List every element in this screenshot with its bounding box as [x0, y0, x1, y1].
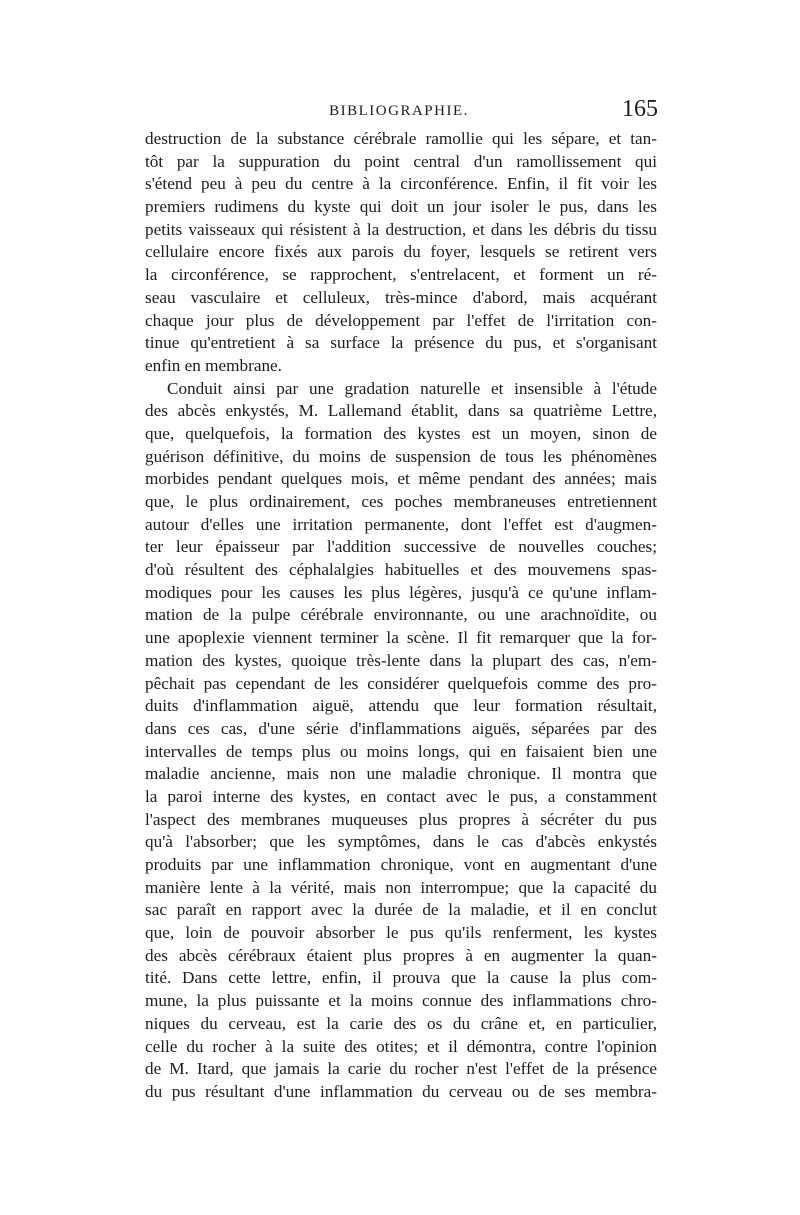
text-line: duits d'inflammation aiguë, attendu que leur formation résultait, [145, 696, 657, 716]
text-line: chaque jour plus de développement par l'effet de l'irritation con- [145, 310, 657, 330]
text-line: seau vasculaire et celluleux, très-mince d'abord, mais acquérant [145, 287, 657, 307]
text-line: tôt par la suppuration du point central d'un ramollissement qui [145, 151, 657, 171]
text-line: tinue qu'entretient à sa surface la présence du pus, et s'organisant [145, 333, 657, 353]
text-line: cellulaire encore fixés aux parois du foyer, lesquels se retirent vers [145, 242, 657, 262]
text-line: une apoplexie viennent terminer la scène. Il fit remarquer que la for- [145, 628, 657, 648]
running-head [140, 96, 658, 124]
text-line: produits par une inflammation chronique, vont en augmentant d'une [145, 855, 657, 874]
text-line: dans ces cas, d'une série d'inflammations aiguës, séparées par des [145, 718, 657, 738]
text-line: mune, la plus puissante et la moins connue des inflammations chro- [145, 991, 657, 1011]
text-line: manière lente à la vérité, mais non interrompue; que la capacité du [145, 877, 657, 897]
text-line: modiques pour les causes les plus légères, jusqu'à ce qu'une inflam- [145, 582, 657, 602]
text-line: qu'à l'absorber; que les symptômes, dans le cas d'abcès enkystés [145, 832, 657, 852]
text-line: des abcès cérébraux étaient plus propres à en augmenter la quan- [145, 945, 657, 965]
running-title: BIBLIOGRAPHIE. [329, 103, 469, 119]
text-line: des abcès enkystés, M. Lallemand établit, dans sa quatrième Lettre, [145, 401, 657, 421]
paragraph-start-line: Conduit ainsi par une gradation naturelle et insensible à l'étude [167, 378, 657, 398]
text-line: pêchait pas cependant de les considérer quelquefois comme des pro- [145, 673, 657, 693]
text-line: intervalles de temps plus ou moins longs, qui en faisaient bien une [145, 741, 657, 761]
text-line: petits vaisseaux qui résistent à la destruction, et dans les débris du tissu [145, 219, 657, 239]
text-line: maladie ancienne, mais non une maladie chronique. Il montra que [145, 764, 657, 784]
text-line: que, le plus ordinairement, ces poches membraneuses entretiennent [145, 492, 657, 511]
text-line: que, loin de pouvoir absorber le pus qu'ils renferment, les kystes [145, 923, 657, 943]
text-line: mation de la pulpe cérébrale environnante, ou une arachnoïdite, ou [145, 605, 657, 625]
text-line: destruction de la substance cérébrale ramollie qui les sépare, et tan- [145, 129, 657, 148]
text-line: la circonférence, se rapprochent, s'entrelacent, et forment un ré- [145, 265, 657, 285]
text-line: autour d'elles une irritation permanente, dont l'effet est d'augmen- [145, 514, 657, 534]
paragraph-end-line: enfin en membrane. [145, 355, 282, 375]
text-line: premiers rudimens du kyste qui doit un jour isoler le pus, dans les [145, 197, 657, 217]
text-line: d'où résultent des céphalalgies habituelles et des mouvemens spas- [145, 560, 657, 580]
text-line: ter leur épaisseur par l'addition successive de nouvelles couches; [145, 537, 657, 557]
text-line: de M. Itard, que jamais la carie du rocher n'est l'effet de la présence [145, 1059, 657, 1079]
text-line: morbides pendant quelques mois, et même pendant des années; mais [145, 469, 657, 489]
text-line: tité. Dans cette lettre, enfin, il prouva que la cause la plus com- [145, 968, 657, 988]
page-number: 165 [622, 96, 658, 122]
text-line: niques du cerveau, est la carie des os du crâne et, en particulier, [145, 1013, 657, 1033]
text-line: guérison définitive, du moins de suspension de tous les phénomènes [145, 446, 657, 466]
text-line: que, quelquefois, la formation des kystes est un moyen, sinon de [145, 423, 657, 443]
text-line: s'étend peu à peu du centre à la circonférence. Enfin, il fit voir les [145, 174, 657, 194]
text-line: l'aspect des membranes muqueuses plus propres à sécréter du pus [145, 809, 657, 829]
text-line: mation des kystes, quoique très-lente dans la plupart des cas, n'em- [145, 650, 657, 670]
text-line: sac paraît en rapport avec la durée de la maladie, et il en conclut [145, 900, 657, 920]
text-line: la paroi interne des kystes, en contact avec le pus, a constamment [145, 786, 657, 806]
text-line: celle du rocher à la suite des otites; et il démontra, contre l'opinion [145, 1036, 657, 1056]
body-text [145, 128, 657, 1104]
text-line: du pus résultant d'une inflammation du cerveau ou de ses membra- [145, 1081, 657, 1101]
